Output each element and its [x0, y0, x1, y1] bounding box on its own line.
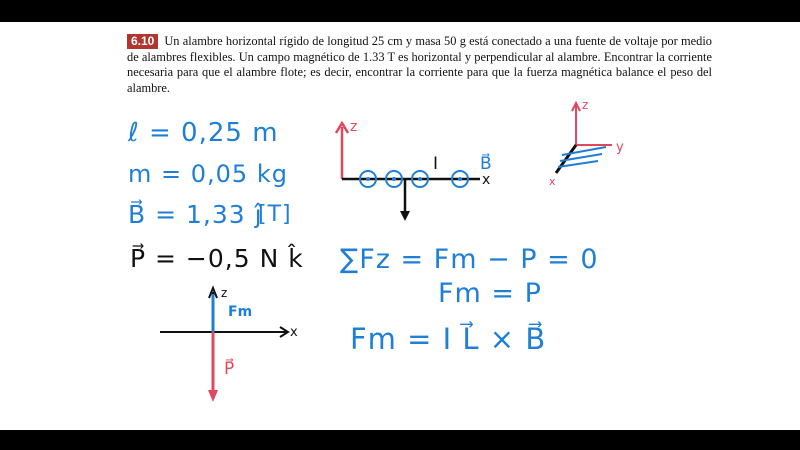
equation-equality: Fm = P [438, 278, 542, 309]
note-field-unit: [T] [258, 202, 292, 227]
equation-lorentz: Fm = I L⃗ × B⃗ [350, 322, 547, 356]
free-body-diagram [158, 284, 308, 414]
field-dot-4 [458, 177, 462, 181]
axes-3d-diagram [540, 97, 650, 197]
wire-x-label: x [482, 172, 491, 188]
problem-text: Un alambre horizontal rígido de longitud 25 cm y masa 50 g está conectado a una fuente de voltaje por medio de alambres flexibles. Un campo magnético de 1.33 T es horizontal y perpendicular al alambre. Encontrar la corriente necesaria para que el alambre flote; es decir, encontrar la corriente para que la fuerza magnética balance el peso del alambre. [127, 34, 712, 95]
equation-sum-forces: ∑Fz = Fm − P = 0 [340, 244, 599, 275]
field-dot-2 [392, 177, 396, 181]
letterbox-bottom [0, 430, 800, 450]
fbd-x-label: x [290, 325, 298, 340]
fbd-z-label: z [221, 286, 228, 300]
force-label: Fm [228, 304, 253, 320]
note-weight: P⃗ = −0,5 N k̂ [130, 244, 304, 273]
wire-z-label: z [350, 119, 358, 135]
axis3d-y-label: y [616, 140, 624, 155]
note-mass: m = 0,05 kg [128, 160, 288, 188]
problem-number-badge: 6.10 [127, 34, 158, 49]
note-field: B⃗ = 1,33 ĵ [128, 200, 263, 229]
field-dot-3 [418, 177, 422, 181]
field-dot-1 [366, 177, 370, 181]
current-label: I [433, 154, 439, 174]
axis3d-z-label: z [582, 98, 589, 112]
letterbox-top [0, 0, 800, 22]
weight-vector-arrowhead [208, 390, 218, 402]
whiteboard-page [0, 22, 800, 430]
note-length: ℓ = 0,25 m [128, 118, 279, 148]
wire-diagram [330, 117, 510, 227]
axis3d-x-label: x [549, 175, 556, 188]
problem-statement [127, 34, 712, 96]
field-label: B⃗ [480, 154, 492, 174]
weight-label: P⃗ [224, 359, 235, 379]
weight-arrowhead [400, 211, 410, 221]
